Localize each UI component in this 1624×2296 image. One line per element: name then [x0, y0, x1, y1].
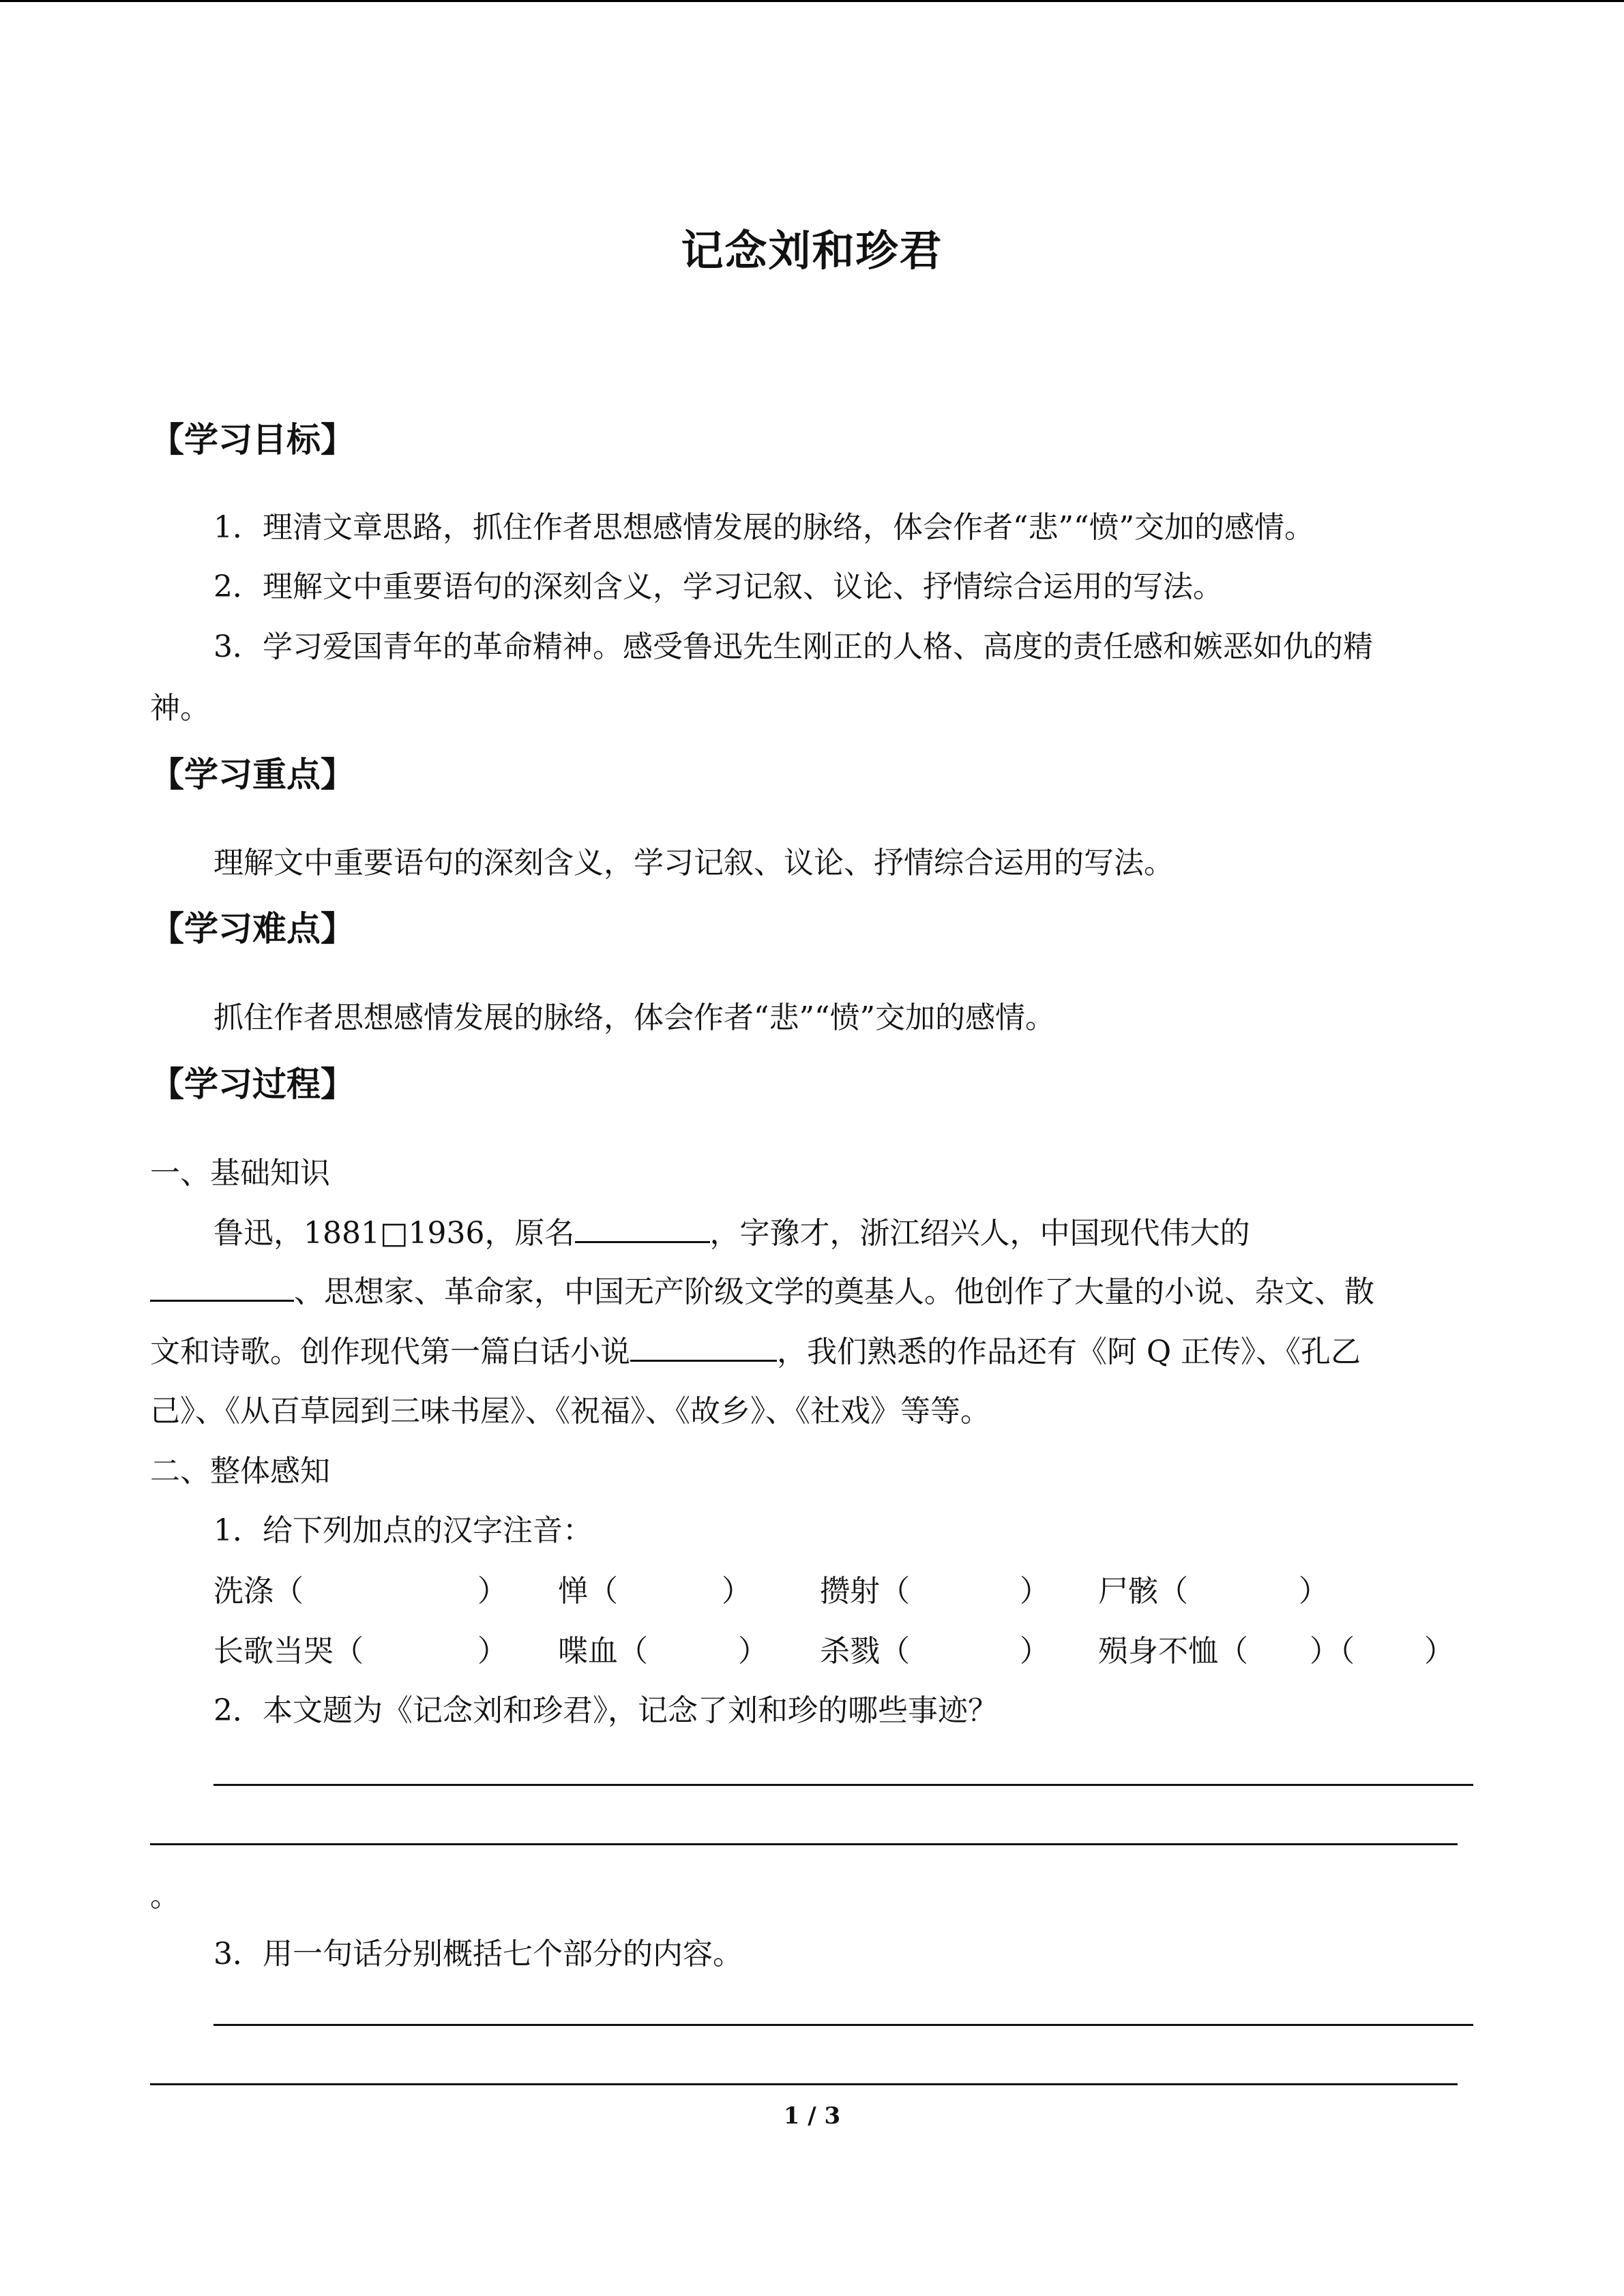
- goal-3-line-2: 神。: [150, 691, 210, 726]
- page-title: 记念刘和珍君: [681, 226, 943, 275]
- answer-line[interactable]: [150, 1843, 1458, 1845]
- pinyin-close: ）: [1020, 1574, 1050, 1609]
- pinyin-item-dan: 惮（: [558, 1574, 618, 1609]
- pinyin-close-open: ）（: [1310, 1634, 1355, 1669]
- pinyin-item-shihai: 尸骸（: [1098, 1574, 1188, 1609]
- part1-line-3: [150, 1327, 1361, 1371]
- answer-line[interactable]: [150, 2083, 1458, 2085]
- section-key-heading: 【学习重点】: [150, 754, 355, 794]
- question-2: 2．本文题为《记念刘和珍君》，记念了刘和珍的哪些事迹？: [213, 1693, 998, 1728]
- pinyin-close: ）: [1424, 1634, 1454, 1669]
- blank-first-novel[interactable]: [630, 1335, 777, 1362]
- goal-3-line-1: 3．学习爱国青年的革命精神。感受鲁迅先生刚正的人格、高度的责任感和嫉恶如仇的精: [213, 629, 1373, 664]
- part1-line-1: [213, 1208, 1250, 1252]
- goal-2: 2．理解文中重要语句的深刻含义，学习记叙、议论、抒情综合运用的写法。: [213, 569, 1223, 604]
- blank-identity[interactable]: [150, 1275, 294, 1302]
- section-goals-heading: 【学习目标】: [150, 419, 355, 460]
- pinyin-item-shalu: 杀戮（: [820, 1634, 910, 1669]
- part1-line-2-text: 、思想家、革命家，中国无产阶级文学的奠基人。他创作了大量的小说、杂文、散: [294, 1274, 1374, 1309]
- pinyin-item-yunshenbuxu: 殒身不恤（: [1098, 1634, 1248, 1669]
- pinyin-item-zanshe: 攒射（: [820, 1574, 910, 1609]
- answer-line[interactable]: [213, 1784, 1473, 1786]
- answer-line[interactable]: [213, 2024, 1473, 2026]
- key-point-text: 理解文中重要语句的深刻含义，学习记叙、议论、抒情综合运用的写法。: [213, 846, 1174, 880]
- part1-line-2: [150, 1267, 1374, 1311]
- pinyin-close: ）: [477, 1574, 507, 1609]
- blank-original-name[interactable]: [575, 1217, 710, 1243]
- part1-line-3-a: 文和诗歌。创作现代第一篇白话小说: [150, 1335, 630, 1369]
- part1-heading: 一、基础知识: [150, 1156, 330, 1191]
- page-number: 1 / 3: [783, 2102, 841, 2130]
- part1-line-4: 己》、《从百草园到三味书屋》、《祝福》、《故乡》、《社戏》等等。: [150, 1394, 990, 1429]
- part1-line-3-b: ，我们熟悉的作品还有《阿 Q 正传》、《孔乙: [777, 1335, 1361, 1369]
- pinyin-item-diexue: 喋血（: [558, 1634, 648, 1669]
- pinyin-item-changgedangku: 长歌当哭（: [213, 1634, 364, 1669]
- part1-line-1-b: ，字豫才，浙江绍兴人，中国现代伟大的: [709, 1216, 1250, 1251]
- pinyin-close: ）: [738, 1634, 768, 1669]
- pinyin-item-xidi: [213, 1566, 304, 1610]
- pinyin-close: ）: [477, 1634, 507, 1669]
- part2-heading: 二、整体感知: [150, 1454, 330, 1489]
- pinyin-close: ）: [722, 1574, 752, 1609]
- period-mark: 。: [150, 1879, 180, 1913]
- difficulty-text: 抓住作者思想感情发展的脉络，体会作者“悲”“愤”交加的感情。: [213, 1000, 1055, 1035]
- question-1: 1．给下列加点的汉字注音：: [213, 1513, 593, 1548]
- part1-line-1-a: 鲁迅，1881□1936，原名: [213, 1216, 575, 1251]
- question-3: 3．用一句话分别概括七个部分的内容。: [213, 1937, 743, 1971]
- pinyin-close: ）: [1020, 1634, 1050, 1669]
- pinyin-close: ）: [1299, 1574, 1329, 1609]
- goal-1: 1．理清文章思路，抓住作者思想感情发展的脉络，体会作者“悲”“愤”交加的感情。: [213, 510, 1314, 545]
- section-process-heading: 【学习过程】: [150, 1064, 355, 1104]
- section-difficulty-heading: 【学习难点】: [150, 908, 355, 949]
- pinyin-word: 洗涤（: [213, 1574, 304, 1609]
